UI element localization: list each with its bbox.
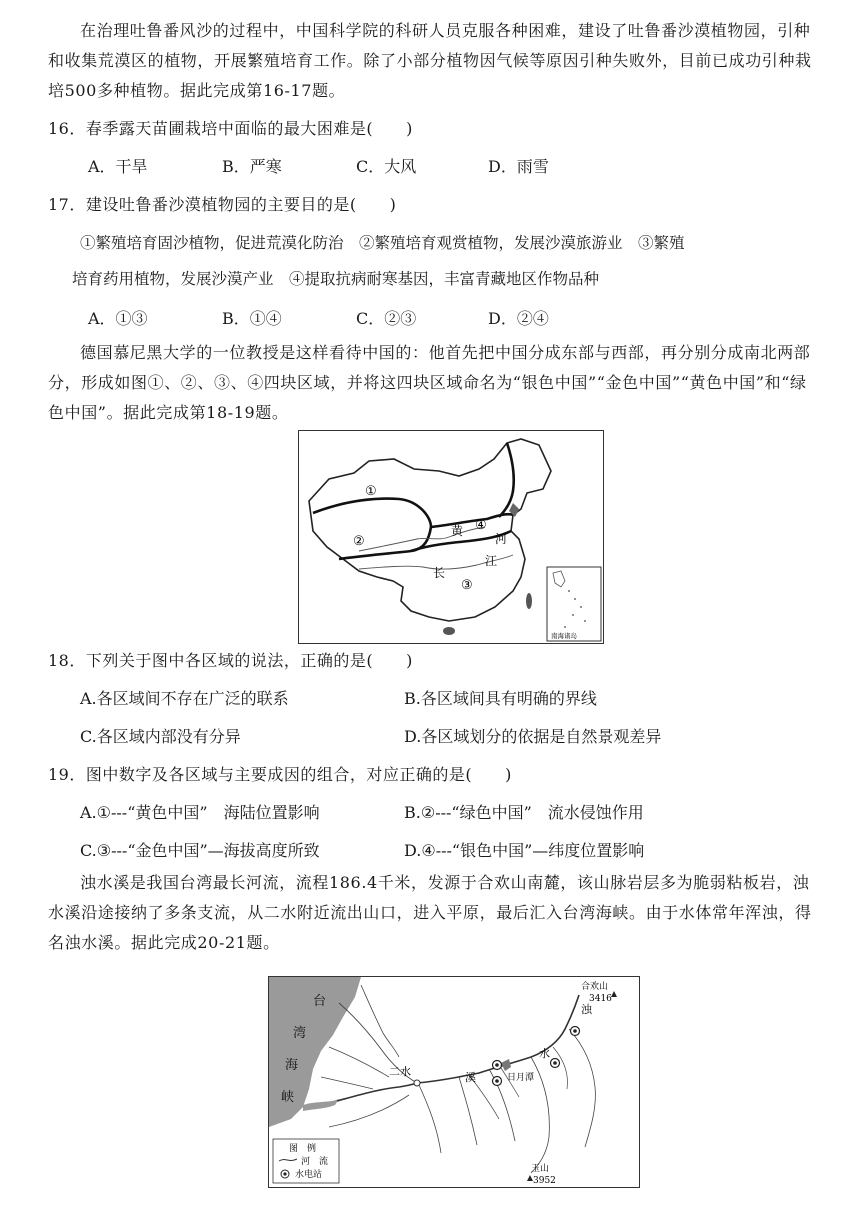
- estuary: [303, 1099, 339, 1111]
- sun-moon-lake-label: 日月潭: [507, 1073, 535, 1083]
- zhuoshui-river-map: [268, 976, 640, 1188]
- legend-river-label: 河 流: [301, 1157, 329, 1167]
- hehuan-elevation: 3416: [589, 994, 612, 1004]
- region-label-3: ③: [461, 578, 473, 593]
- sea-char-3: 海: [285, 1058, 299, 1073]
- yangtze-char-1: 长: [433, 566, 446, 580]
- q17-option-d[interactable]: D．②④: [488, 309, 549, 328]
- q17-option-c[interactable]: C．②③: [356, 309, 417, 328]
- river-char-1: 浊: [581, 1003, 592, 1016]
- tributary-south-3: [459, 1077, 477, 1145]
- q17-statements-line1: ①繁殖培育固沙植物，促进荒漠化防治 ②繁殖培育观赏植物，发展沙漠旅游业 ③繁殖: [80, 234, 685, 252]
- q16-option-d[interactable]: D．雨雪: [488, 157, 549, 176]
- yushan-label: 玉山: [531, 1164, 550, 1174]
- tributary-east-1: [569, 1029, 595, 1147]
- question-19-stem: 19．图中数字及各区域与主要成因的组合，对应正确的是( ): [48, 765, 512, 784]
- inset-label: 南海诸岛: [551, 632, 577, 640]
- sun-moon-lake-shape: [501, 1059, 511, 1071]
- q17-option-a[interactable]: A．①③: [88, 309, 148, 328]
- china-regions-map: [298, 430, 604, 644]
- q17-option-b[interactable]: B．①④: [222, 309, 282, 328]
- q19-option-c[interactable]: C.③---“金色中国”—海拔高度所致: [80, 841, 320, 860]
- hainan-island: [443, 627, 455, 635]
- q18-option-d[interactable]: D.各区域划分的依据是自然景观差异: [404, 727, 662, 746]
- legend-title: 图 例: [289, 1144, 317, 1154]
- yushan-elevation: 3952: [533, 1176, 556, 1186]
- passage-china-regions: 德国慕尼黑大学的一位教授是这样看待中国的：他首先把中国分成东部与西部，再分别分成南北两部分，形成如图①、②、③、④四块区域，并将这四块区域命名为“银色中国”“金色中国”“黄色中国”和“绿色中国”。据此完成第18-19题。: [48, 343, 811, 422]
- question-16-stem: 16．春季露天苗圃栽培中面临的最大困难是( ): [48, 119, 413, 138]
- south-china-sea-inset: [547, 567, 601, 641]
- passage-zhuoshui-river: 浊水溪是我国台湾最长河流，流程186.4千米，发源于合欢山南麓，该山脉岩层多为脆弱粘板岩，浊水溪沿途接纳了多条支流，从二水附近流出山口，进入平原，最后汇入台湾海峡。由于水体常年浑浊，得名浊水溪。据此完成20-21题。: [48, 873, 812, 952]
- region-label-4: ④: [475, 518, 487, 533]
- question-17-stem: 17．建设吐鲁番沙漠植物园的主要目的是( ): [48, 195, 397, 214]
- tributary-north-4: [321, 1077, 373, 1089]
- tributary-south-2: [419, 1085, 441, 1153]
- ershui-label: 二水: [389, 1065, 411, 1078]
- q18-option-b[interactable]: B.各区域间具有明确的界线: [404, 689, 597, 708]
- q16-option-b[interactable]: B．严寒: [222, 157, 282, 176]
- yangtze-char-2: 江: [485, 554, 498, 568]
- sea-char-4: 峡: [281, 1090, 295, 1105]
- river-char-2: 水: [539, 1047, 550, 1060]
- q16-option-a[interactable]: A．干旱: [88, 157, 148, 176]
- region-label-2: ②: [353, 534, 365, 549]
- q19-option-a[interactable]: A.①---“黄色中国” 海陆位置影响: [80, 803, 320, 822]
- region-label-1: ①: [365, 484, 377, 499]
- q16-option-c[interactable]: C．大风: [356, 157, 417, 176]
- q18-option-a[interactable]: A.各区域间不存在广泛的联系: [80, 689, 289, 708]
- hehuan-mountain-label: 合欢山: [581, 982, 609, 992]
- tributary-north-2: [361, 985, 399, 1057]
- legend-station-label: 水电站: [295, 1170, 323, 1180]
- river-char-3: 溪: [465, 1071, 476, 1084]
- q19-option-d[interactable]: D.④---“银色中国”—纬度位置影响: [404, 841, 645, 860]
- q19-option-b[interactable]: B.②---“绿色中国” 流水侵蚀作用: [404, 803, 644, 822]
- q18-option-c[interactable]: C.各区域内部没有分异: [80, 727, 241, 746]
- yellow-river-char-2: 河: [495, 532, 508, 546]
- passage-turpan: 在治理吐鲁番风沙的过程中，中国科学院的科研人员克服各种困难，建设了吐鲁番沙漠植物园，引种和收集荒漠区的植物，开展繁殖培育工作。除了小部分植物因气候等原因引种失败外，目前已成功引种栽培500多种植物。据此完成第16-17题。: [48, 21, 812, 100]
- taiwan-island: [526, 593, 532, 609]
- q17-statements-line2: 培育药用植物，发展沙漠产业 ④提取抗病耐寒基因，丰富青藏地区作物品种: [72, 270, 600, 288]
- yellow-river-char-1: 黄: [451, 524, 464, 538]
- hydropower-station-icon: [493, 1027, 580, 1086]
- question-18-stem: 18．下列关于图中各区域的说法，正确的是( ): [48, 651, 413, 670]
- ershui-town-marker: [414, 1080, 420, 1086]
- sea-char-1: 台: [313, 994, 327, 1009]
- sea-char-2: 湾: [293, 1026, 307, 1041]
- china-map-figure: [299, 431, 603, 643]
- zhuoshui-map-figure: [269, 977, 639, 1187]
- tributary-north-3: [329, 1047, 389, 1077]
